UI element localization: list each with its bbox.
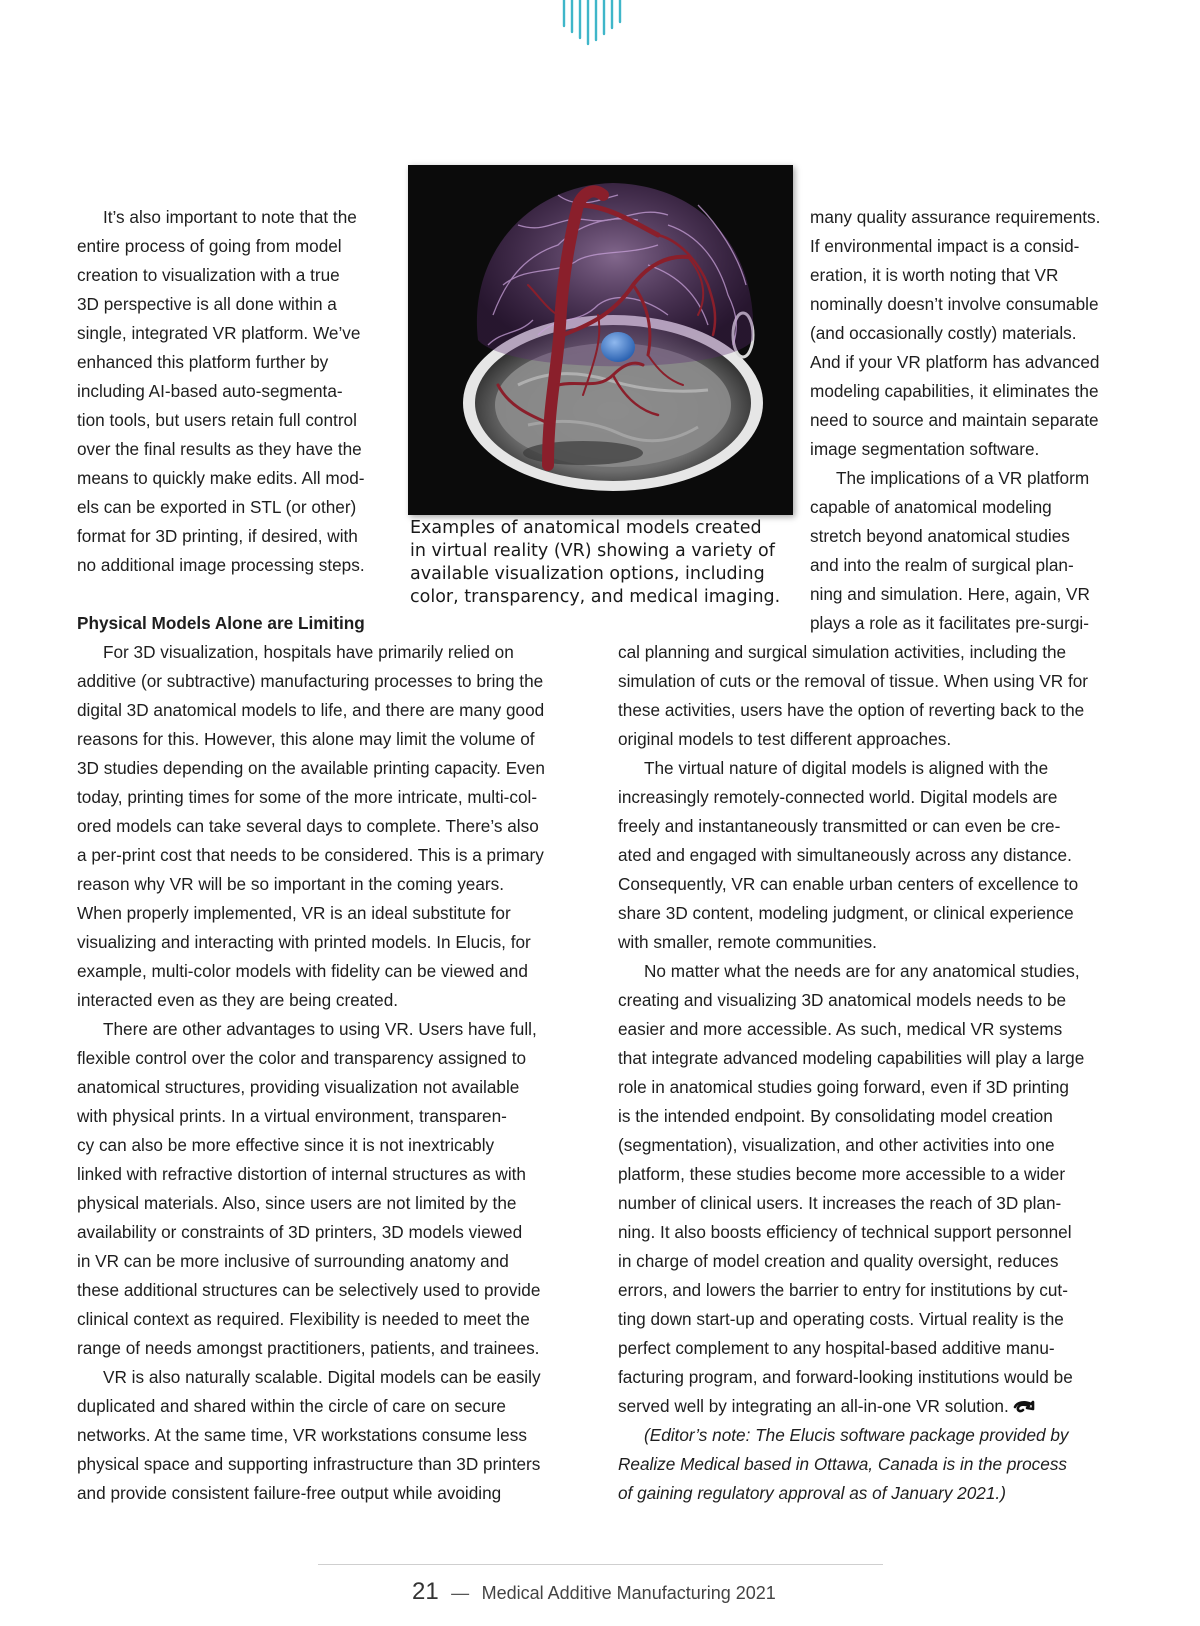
text-line: is the intended endpoint. By consolidating model creation: [618, 1106, 1053, 1126]
brain-model-image: [408, 165, 793, 515]
text-line: nominally doesn’t involve consumable: [810, 294, 1099, 314]
text-line: There are other advantages to using VR. Users have full,: [103, 1019, 537, 1039]
section-heading: Physical Models Alone are Limiting: [77, 613, 365, 633]
text-line: served well by integrating an all-in-one VR solution.: [618, 1396, 1009, 1416]
text-line: flexible control over the color and transparency assigned to: [77, 1048, 527, 1068]
text-line: these activities, users have the option of reverting back to the: [618, 700, 1085, 720]
text-line: eration, it is worth noting that VR: [810, 265, 1059, 285]
header-stripes-icon: [560, 0, 640, 48]
text-line: ning and simulation. Here, again, VR: [810, 584, 1090, 604]
text-line: reasons for this. However, this alone may limit the volume of: [77, 729, 535, 749]
text-line: enhanced this platform further by: [77, 352, 329, 372]
text-line: original models to test different approaches.: [618, 729, 952, 749]
end-of-article-icon: [1013, 1400, 1035, 1414]
publication-title: Medical Additive Manufacturing 2021: [481, 1583, 776, 1603]
text-line: format for 3D printing, if desired, with: [77, 526, 358, 546]
text-line: freely and instantaneously transmitted or can even be cre-: [618, 816, 1061, 836]
text-line: in VR can be more inclusive of surrounding anatomy and: [77, 1251, 509, 1271]
text-line: cy can also be more effective since it is not inextricably: [77, 1135, 495, 1155]
text-line: (and occasionally costly) materials.: [810, 323, 1077, 343]
text-line: ting down start-up and operating costs. Virtual reality is the: [618, 1309, 1064, 1329]
text-line: digital 3D anatomical models to life, and there are many good: [77, 700, 545, 720]
text-line: facturing program, and forward-looking institutions would be: [618, 1367, 1073, 1387]
text-line: these additional structures can be selectively used to provide: [77, 1280, 541, 1300]
text-line: ated and engaged with simultaneously across any distance.: [618, 845, 1072, 865]
text-line: cal planning and surgical simulation activities, including the: [618, 642, 1067, 662]
figure-caption-line: available visualization options, including: [410, 564, 765, 584]
text-line: ning. It also boosts efficiency of technical support personnel: [618, 1222, 1072, 1242]
figure-caption-line: color, transparency, and medical imaging.: [410, 587, 781, 607]
text-line: capable of anatomical modeling: [810, 497, 1052, 517]
text-line: Consequently, VR can enable urban centers of excellence to: [618, 874, 1079, 894]
text-line: anatomical structures, providing visualization not available: [77, 1077, 520, 1097]
text-line: and into the realm of surgical plan-: [810, 555, 1074, 575]
text-line: need to source and maintain separate: [810, 410, 1099, 430]
text-line: physical space and supporting infrastructure than 3D printers: [77, 1454, 541, 1474]
text-line: and provide consistent failure-free output while avoiding: [77, 1483, 502, 1503]
text-line: modeling capabilities, it eliminates the: [810, 381, 1099, 401]
text-line: duplicated and shared within the circle of care on secure: [77, 1396, 506, 1416]
text-line: many quality assurance requirements.: [810, 207, 1101, 227]
editor-note-line: Realize Medical based in Ottawa, Canada is in the process: [618, 1454, 1068, 1474]
text-line: ored models can take several days to complete. There’s also: [77, 816, 539, 836]
text-line: creation to visualization with a true: [77, 265, 340, 285]
text-line: no additional image processing steps.: [77, 555, 365, 575]
text-line: share 3D content, modeling judgment, or clinical experience: [618, 903, 1074, 923]
figure-caption-line: in virtual reality (VR) showing a variety of: [410, 541, 775, 561]
text-line: including AI-based auto-segmenta-: [77, 381, 343, 401]
text-line: 3D perspective is all done within a: [77, 294, 337, 314]
text-line: example, multi-color models with fidelity can be viewed and: [77, 961, 528, 981]
editor-note-line: (Editor’s note: The Elucis software package provided by: [644, 1425, 1069, 1445]
text-line: that integrate advanced modeling capabilities will play a large: [618, 1048, 1085, 1068]
text-line: range of needs amongst practitioners, patients, and trainees.: [77, 1338, 540, 1358]
text-line: physical materials. Also, since users are not limited by the: [77, 1193, 517, 1213]
text-line: easier and more accessible. As such, medical VR systems: [618, 1019, 1063, 1039]
page-number: 21: [412, 1578, 439, 1605]
text-line: visualizing and interacting with printed models. In Elucis, for: [77, 932, 531, 952]
text-line: When properly implemented, VR is an ideal substitute for: [77, 903, 511, 923]
text-line: entire process of going from model: [77, 236, 342, 256]
footer-separator: —: [451, 1583, 470, 1603]
text-line: a per-print cost that needs to be considered. This is a primary: [77, 845, 544, 865]
text-line: number of clinical users. It increases the reach of 3D plan-: [618, 1193, 1062, 1213]
text-line: today, printing times for some of the more intricate, multi-col-: [77, 787, 538, 807]
text-line: availability or constraints of 3D printers, 3D models viewed: [77, 1222, 523, 1242]
text-line: stretch beyond anatomical studies: [810, 526, 1070, 546]
text-line: And if your VR platform has advanced: [810, 352, 1100, 372]
text-line: creating and visualizing 3D anatomical models needs to be: [618, 990, 1067, 1010]
text-line: additive (or subtractive) manufacturing processes to bring the: [77, 671, 544, 691]
text-line: reason why VR will be so important in the coming years.: [77, 874, 505, 894]
text-line: increasingly remotely-connected world. Digital models are: [618, 787, 1058, 807]
text-line: linked with refractive distortion of internal structures as with: [77, 1164, 526, 1184]
text-line: VR is also naturally scalable. Digital models can be easily: [103, 1367, 541, 1387]
text-line: If environmental impact is a consid-: [810, 236, 1080, 256]
text-line: It’s also important to note that the: [103, 207, 357, 227]
text-line: clinical context as required. Flexibility is needed to meet the: [77, 1309, 530, 1329]
text-line: platform, these studies become more accessible to a wider: [618, 1164, 1066, 1184]
text-line: plays a role as it facilitates pre-surgi-: [810, 613, 1089, 633]
text-line: tion tools, but users retain full control: [77, 410, 357, 430]
text-line: 3D studies depending on the available printing capacity. Even: [77, 758, 545, 778]
text-line: For 3D visualization, hospitals have primarily relied on: [103, 642, 514, 662]
text-line: with physical prints. In a virtual environment, transparen-: [77, 1106, 507, 1126]
text-line: simulation of cuts or the removal of tissue. When using VR for: [618, 671, 1088, 691]
text-line: interacted even as they are being created.: [77, 990, 399, 1010]
editor-note-line: of gaining regulatory approval as of January 2021.): [618, 1483, 1006, 1503]
brain-vr-figure: [408, 165, 793, 515]
text-line: (segmentation), visualization, and other activities into one: [618, 1135, 1055, 1155]
text-line: means to quickly make edits. All mod-: [77, 468, 365, 488]
text-line: The virtual nature of digital models is aligned with the: [644, 758, 1049, 778]
text-line: errors, and lowers the barrier to entry for institutions by cut-: [618, 1280, 1068, 1300]
text-line: with smaller, remote communities.: [618, 932, 877, 952]
text-line: role in anatomical studies going forward, even if 3D printing: [618, 1077, 1069, 1097]
footer-divider: [318, 1564, 883, 1565]
text-line: perfect complement to any hospital-based additive manu-: [618, 1338, 1055, 1358]
text-line: over the final results as they have the: [77, 439, 362, 459]
text-line: networks. At the same time, VR workstations consume less: [77, 1425, 527, 1445]
text-line: The implications of a VR platform: [836, 468, 1090, 488]
text-line: No matter what the needs are for any anatomical studies,: [644, 961, 1080, 981]
figure-caption-line: Examples of anatomical models created: [410, 518, 762, 538]
text-line-with-end-mark: [618, 1392, 1035, 1421]
text-line: image segmentation software.: [810, 439, 1040, 459]
text-line: in charge of model creation and quality oversight, reduces: [618, 1251, 1059, 1271]
page-footer: [412, 1578, 776, 1606]
text-line: els can be exported in STL (or other): [77, 497, 357, 517]
text-line: single, integrated VR platform. We’ve: [77, 323, 361, 343]
